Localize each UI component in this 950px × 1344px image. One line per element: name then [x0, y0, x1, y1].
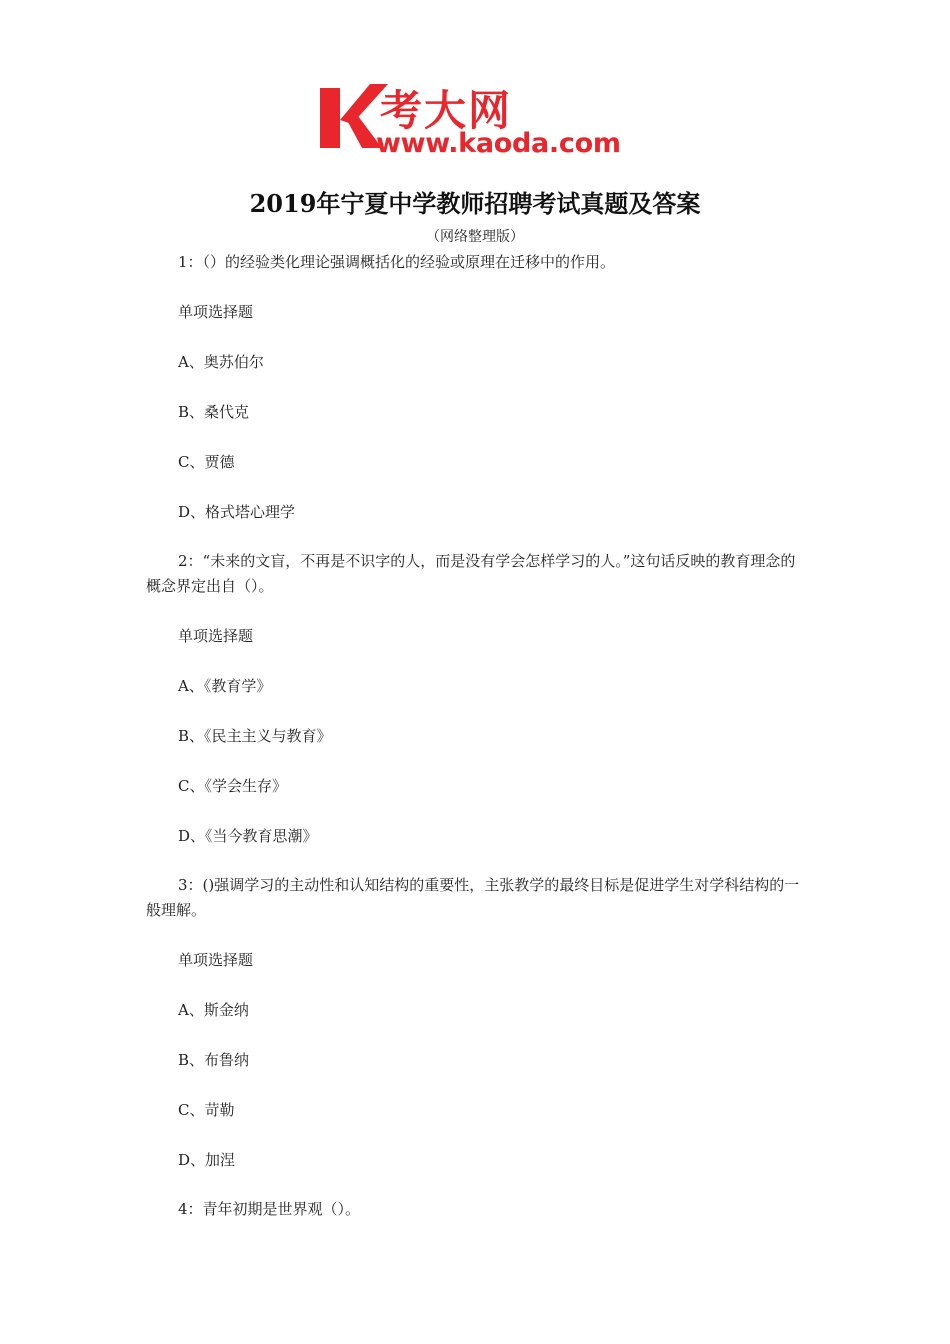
question-3-option-a: A、斯金纳 [178, 1001, 249, 1019]
question-2-option-d: D、《当今教育思潮》 [178, 827, 318, 845]
question-2-type: 单项选择题 [178, 627, 254, 645]
question-3-option-c: C、苛勒 [178, 1101, 235, 1119]
page-subtitle: （网络整理版） [426, 229, 524, 245]
page-title: 2019年宁夏中学教师招聘考试真题及答案 [249, 189, 701, 218]
question-3-option-b: B、布鲁纳 [178, 1051, 250, 1069]
question-3-text: 3：()强调学习的主动性和认知结构的重要性，主张教学的最终目标是促进学生对学科结构的一般理解。 [146, 876, 800, 919]
question-1-text: 1：（）的经验类化理论强调概括化的经验或原理在迁移中的作用。 [178, 253, 616, 271]
question-4-text: 4：青年初期是世界观（）。 [178, 1200, 361, 1218]
question-1-option-d: D、格式塔心理学 [178, 503, 296, 521]
question-1-type: 单项选择题 [178, 303, 254, 321]
question-1-option-b: B、桑代克 [178, 403, 250, 421]
question-2-option-a: A、《教育学》 [178, 677, 272, 695]
logo-url: www.kaoda.com [376, 128, 621, 159]
kaoda-logo [318, 82, 638, 160]
question-1-option-c: C、贾德 [178, 453, 235, 471]
question-1-option-a: A、奥苏伯尔 [178, 353, 264, 371]
logo-brand-name: 考大网 [380, 86, 513, 135]
question-2-option-b: B、《民主主义与教育》 [178, 727, 332, 745]
question-2-option-c: C、《学会生存》 [178, 777, 287, 795]
question-2-text: 2：“未来的文盲，不再是不识字的人，而是没有学会怎样学习的人。”这句话反映的教育理念的概念界定出自（）。 [146, 552, 796, 595]
question-3-option-d: D、加涅 [178, 1151, 236, 1169]
question-3-type: 单项选择题 [178, 951, 254, 969]
